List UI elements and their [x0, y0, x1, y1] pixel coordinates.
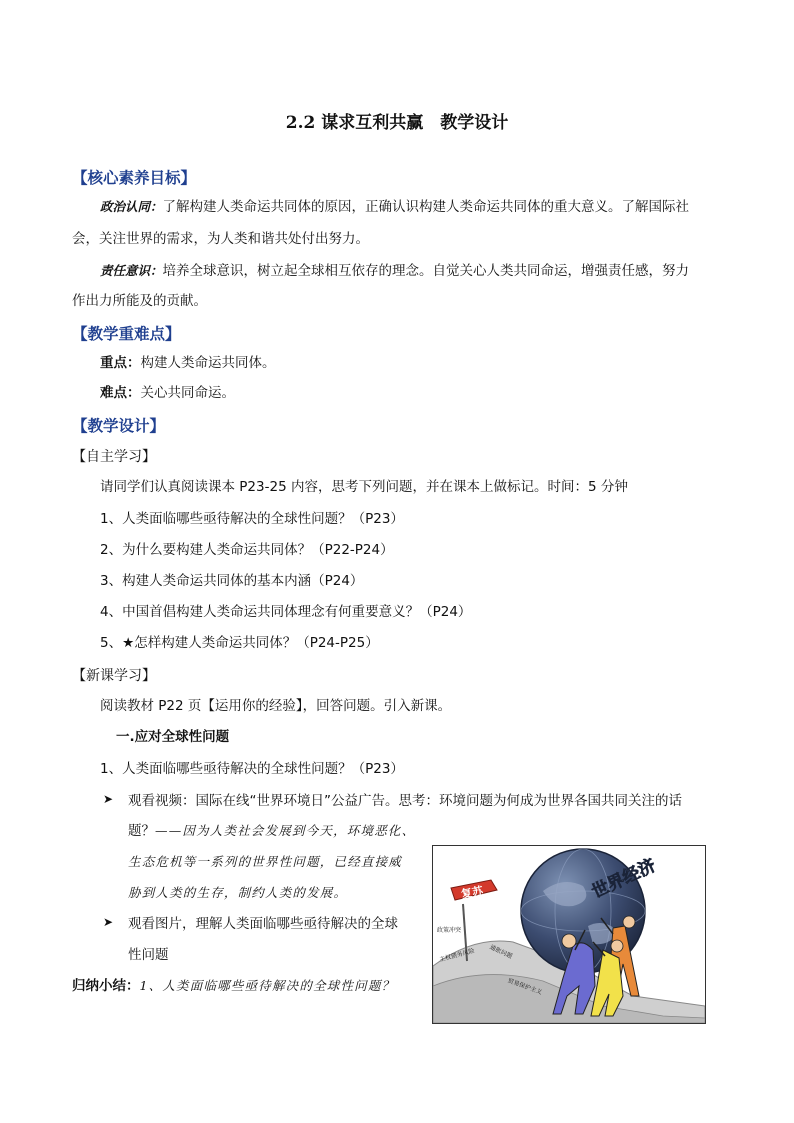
bullet-video-line3: 生态危机等一系列的世界性问题，已经直接威 — [128, 854, 403, 869]
new-lesson-intro: 阅读教材 P22 页【运用你的经验】，回答问题。引入新课。 — [100, 698, 452, 714]
bullet-arrow-icon: ➤ — [103, 792, 114, 806]
world-economy-illustration — [432, 845, 706, 1024]
section-key-points: 【教学重难点】 — [72, 325, 181, 343]
sign-label: 复苏 — [460, 884, 485, 901]
rock-label-1: 政策冲突 — [437, 927, 462, 934]
self-study-q5: 5、★怎样构建人类命运共同体？（P24-P25） — [100, 635, 379, 651]
self-study-intro: 请同学们认真阅读课本 P23-25 内容，思考下列问题，并在课本上做标记。时间：5 分钟 — [100, 479, 628, 495]
rock-label-2: 主权债务风险 — [438, 947, 476, 964]
rock-label-3: 通胀问题 — [488, 943, 514, 961]
self-study-q1: 1、人类面临哪些亟待解决的全球性问题？（P23） — [100, 511, 404, 527]
self-study-q2: 2、为什么要构建人类命运共同体？（P22-P24） — [100, 542, 394, 558]
self-study-q4: 4、中国首倡构建人类命运共同体理念有何重要意义？（P24） — [100, 604, 472, 620]
globe-label: 世界经济 — [588, 855, 659, 903]
goal-responsibility-line1: 责任意识：培养全球意识，树立起全球相互依存的理念。自觉关心人类共同命运，增强责任感，努力 — [100, 263, 690, 279]
illustration-svg — [433, 846, 705, 1023]
goal-political-line1: 政治认同：了解构建人类命运共同体的原因，正确认识构建人类命运共同体的重大意义。了解国际社 — [100, 199, 690, 215]
rock-label-4: 贸易保护主义 — [506, 977, 543, 997]
bullet-video-line2: 题？——因为人类社会发展到今天，环境恶化、 — [128, 823, 416, 839]
bullet-picture-line1: 观看图片，理解人类面临哪些亟待解决的全球 — [128, 916, 398, 932]
part-one-heading: 一.应对全球性问题 — [116, 729, 230, 745]
page-title: 2.2 谋求互利共赢 教学设计 — [285, 113, 509, 133]
goal-responsibility-label: 责任意识： — [100, 263, 163, 278]
goal-responsibility-line2: 作出力所能及的贡献。 — [72, 293, 207, 309]
bullet-picture-line2: 性问题 — [128, 947, 169, 963]
section-teaching-design: 【教学设计】 — [72, 417, 166, 435]
key-difficulty: 难点：关心共同命运。 — [100, 385, 235, 401]
summary-label: 归纳小结： — [72, 978, 140, 994]
self-study-heading: 【自主学习】 — [72, 449, 156, 465]
new-lesson-heading: 【新课学习】 — [72, 668, 156, 684]
bullet-arrow-icon: ➤ — [103, 915, 114, 929]
bullet-video-line1: 观看视频：国际在线“世界环境日”公益广告。思考：环境问题为何成为世界各国共同关注的话 — [128, 793, 682, 809]
summary-line: 归纳小结：1、人类面临哪些亟待解决的全球性问题？ — [72, 978, 396, 994]
goal-political-line2: 会，关注世界的需求，为人类和谐共处付出努力。 — [72, 231, 369, 247]
key-focus: 重点：构建人类命运共同体。 — [100, 355, 276, 371]
section-core-goals: 【核心素养目标】 — [72, 169, 197, 187]
goal-political-label: 政治认同： — [100, 199, 163, 214]
new-lesson-q1: 1、人类面临哪些亟待解决的全球性问题？（P23） — [100, 761, 404, 777]
self-study-q3: 3、构建人类命运共同体的基本内涵（P24） — [100, 573, 364, 589]
bullet-video-line4: 胁到人类的生存，制约人类的发展。 — [128, 885, 348, 900]
